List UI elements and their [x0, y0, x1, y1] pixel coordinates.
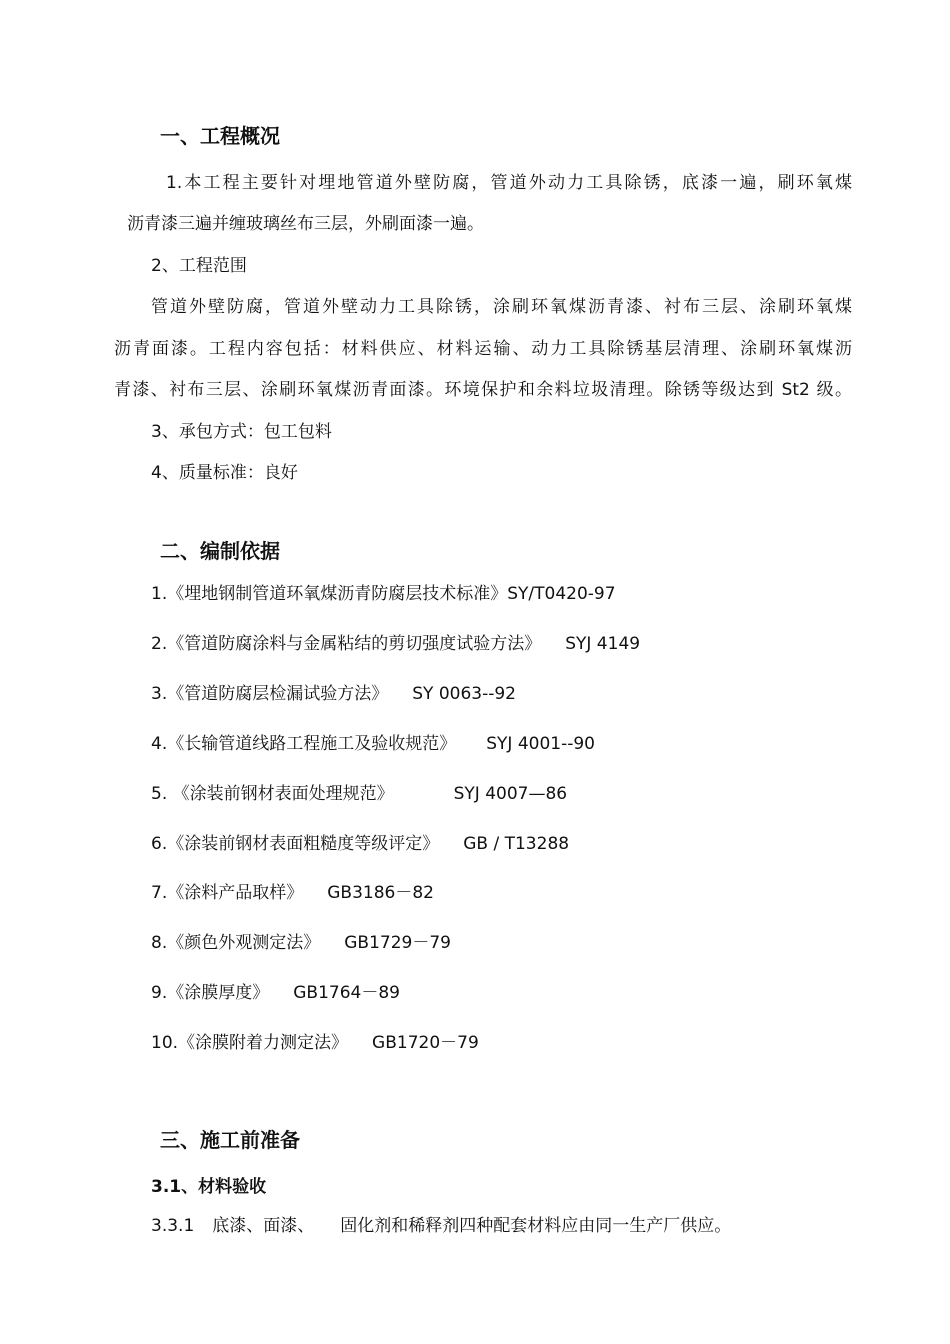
reference-code: GB1729－79: [344, 933, 451, 953]
reference-name: 2.《管道防腐涂料与金属粘结的剪切强度试验方法》: [151, 634, 542, 654]
subsection-3-1-title: 3.1、材料验收: [151, 1177, 267, 1197]
reference-item: [151, 931, 451, 955]
reference-code: SYJ 4001--90: [486, 734, 595, 754]
paragraph-2-line-1: 管道外壁防腐，管道外壁动力工具除锈，涂刷环氧煤沥青漆、衬布三层、涂刷环氧煤: [151, 297, 852, 317]
paragraph-1-line-2: 沥青漆三遍并缠玻璃丝布三层，外刷面漆一遍。: [127, 214, 484, 234]
paragraph-2-line-2: 沥青面漆。工程内容包括：材料供应、材料运输、动力工具除锈基层清理、涂刷环氧煤沥: [114, 339, 852, 359]
section-3-title: 三、施工前准备: [160, 1128, 300, 1152]
reference-code: SYJ 4149: [565, 634, 641, 654]
clause-number: 3.3.1: [151, 1216, 195, 1236]
reference-item: [151, 682, 516, 706]
reference-item: [151, 881, 434, 905]
clause-text-a: 底漆、面漆、: [212, 1216, 315, 1236]
item-4-quality: 4、质量标准：良好: [151, 463, 298, 483]
paragraph-2-line-3: 青漆、衬布三层、涂刷环氧煤沥青面漆。环境保护和余料垃圾清理。除锈等级达到 St2 级。: [114, 380, 852, 400]
reference-name: 7.《涂料产品取样》: [151, 883, 304, 903]
item-2-heading: 2、工程范围: [151, 256, 247, 276]
reference-item: [151, 1031, 479, 1055]
reference-code: GB1764－89: [293, 983, 400, 1003]
reference-name: 9.《涂膜厚度》: [151, 983, 270, 1003]
paragraph-1-line-1: 1.本工程主要针对埋地管道外壁防腐，管道外动力工具除锈，底漆一遍，刷环氧煤: [166, 173, 852, 193]
reference-item: [151, 782, 567, 806]
clause-3-3-1: [151, 1214, 731, 1238]
reference-code: GB3186－82: [327, 883, 434, 903]
reference-item: [151, 832, 569, 856]
reference-item: [151, 582, 616, 606]
reference-name: 4.《长输管道线路工程施工及验收规范》: [151, 734, 457, 754]
clause-text-b: 固化剂和稀释剂四种配套材料应由同一生产厂供应。: [340, 1216, 732, 1236]
reference-item: [151, 981, 400, 1005]
reference-name: 6.《涂装前钢材表面粗糙度等级评定》: [151, 834, 440, 854]
section-2-title: 二、编制依据: [160, 539, 280, 563]
reference-code: GB1720－79: [372, 1033, 479, 1053]
section-1-title: 一、工程概况: [160, 124, 280, 148]
reference-name: 5. 《涂装前钢材表面处理规范》: [151, 784, 394, 804]
reference-name: 8.《颜色外观测定法》: [151, 933, 321, 953]
reference-code: SYJ 4007—86: [453, 784, 568, 804]
item-3-contract: 3、承包方式：包工包料: [151, 422, 332, 442]
reference-name: 1.《埋地钢制管道环氧煤沥青防腐层技术标准》SY/T0420-97: [151, 584, 616, 604]
reference-code: GB / T13288: [463, 834, 570, 854]
reference-item: [151, 732, 595, 756]
reference-code: SY 0063--92: [412, 684, 516, 704]
reference-name: 3.《管道防腐层检漏试验方法》: [151, 684, 389, 704]
reference-item: [151, 632, 640, 656]
reference-name: 10.《涂膜附着力测定法》: [151, 1033, 349, 1053]
